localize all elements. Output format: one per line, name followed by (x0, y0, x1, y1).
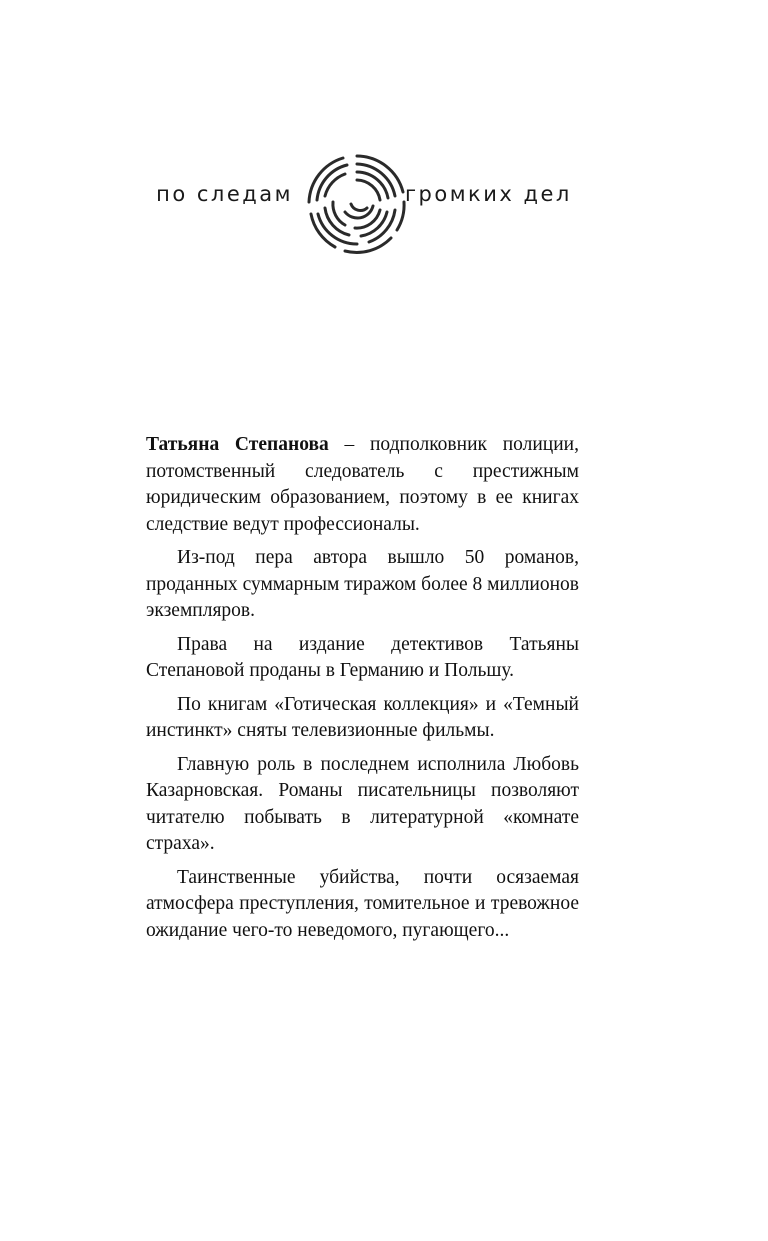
bio-paragraph-1-text: – подполковник полиции, потомственный следователь с престижным юридическим образованием, поэтому в ее книгах следствие ведут профессионалы. (146, 434, 579, 535)
novel-count: 50 (464, 547, 485, 568)
bio-paragraph-3: Права на издание детективов Татьяны Степановой проданы в Германию и Польшу. (146, 633, 579, 681)
bio-paragraph-6: Таинственные убийства, почти осязаемая атмосфера преступления, томительное и тревожное ожидание чего-то неведомого, пугающего... (146, 866, 579, 941)
bio-paragraph-1 (146, 432, 579, 538)
series-header (0, 150, 768, 260)
bio-paragraph-2-post: романов, проданных суммарным тиражом более 8 миллионов экземпляров. (146, 547, 580, 621)
series-title-right: громких дел (405, 182, 572, 206)
series-title-left: по следам (156, 182, 293, 206)
concentric-spiral-icon (305, 152, 409, 256)
bio-paragraph-5: Главную роль в последнем исполнила Любовь Казарновская. Романы писательницы позволяют читателю побывать в литературной «комнате страха». (146, 753, 579, 854)
author-name: Татьяна Степанова (146, 434, 329, 455)
bio-paragraph-2 (146, 545, 579, 625)
bio-paragraph-2-pre: Из-под пера автора вышло (177, 547, 465, 568)
author-bio (146, 432, 579, 951)
bio-paragraph-4: По книгам «Готическая коллекция» и «Темный инстинкт» сняты телевизионные фильмы. (146, 693, 579, 741)
